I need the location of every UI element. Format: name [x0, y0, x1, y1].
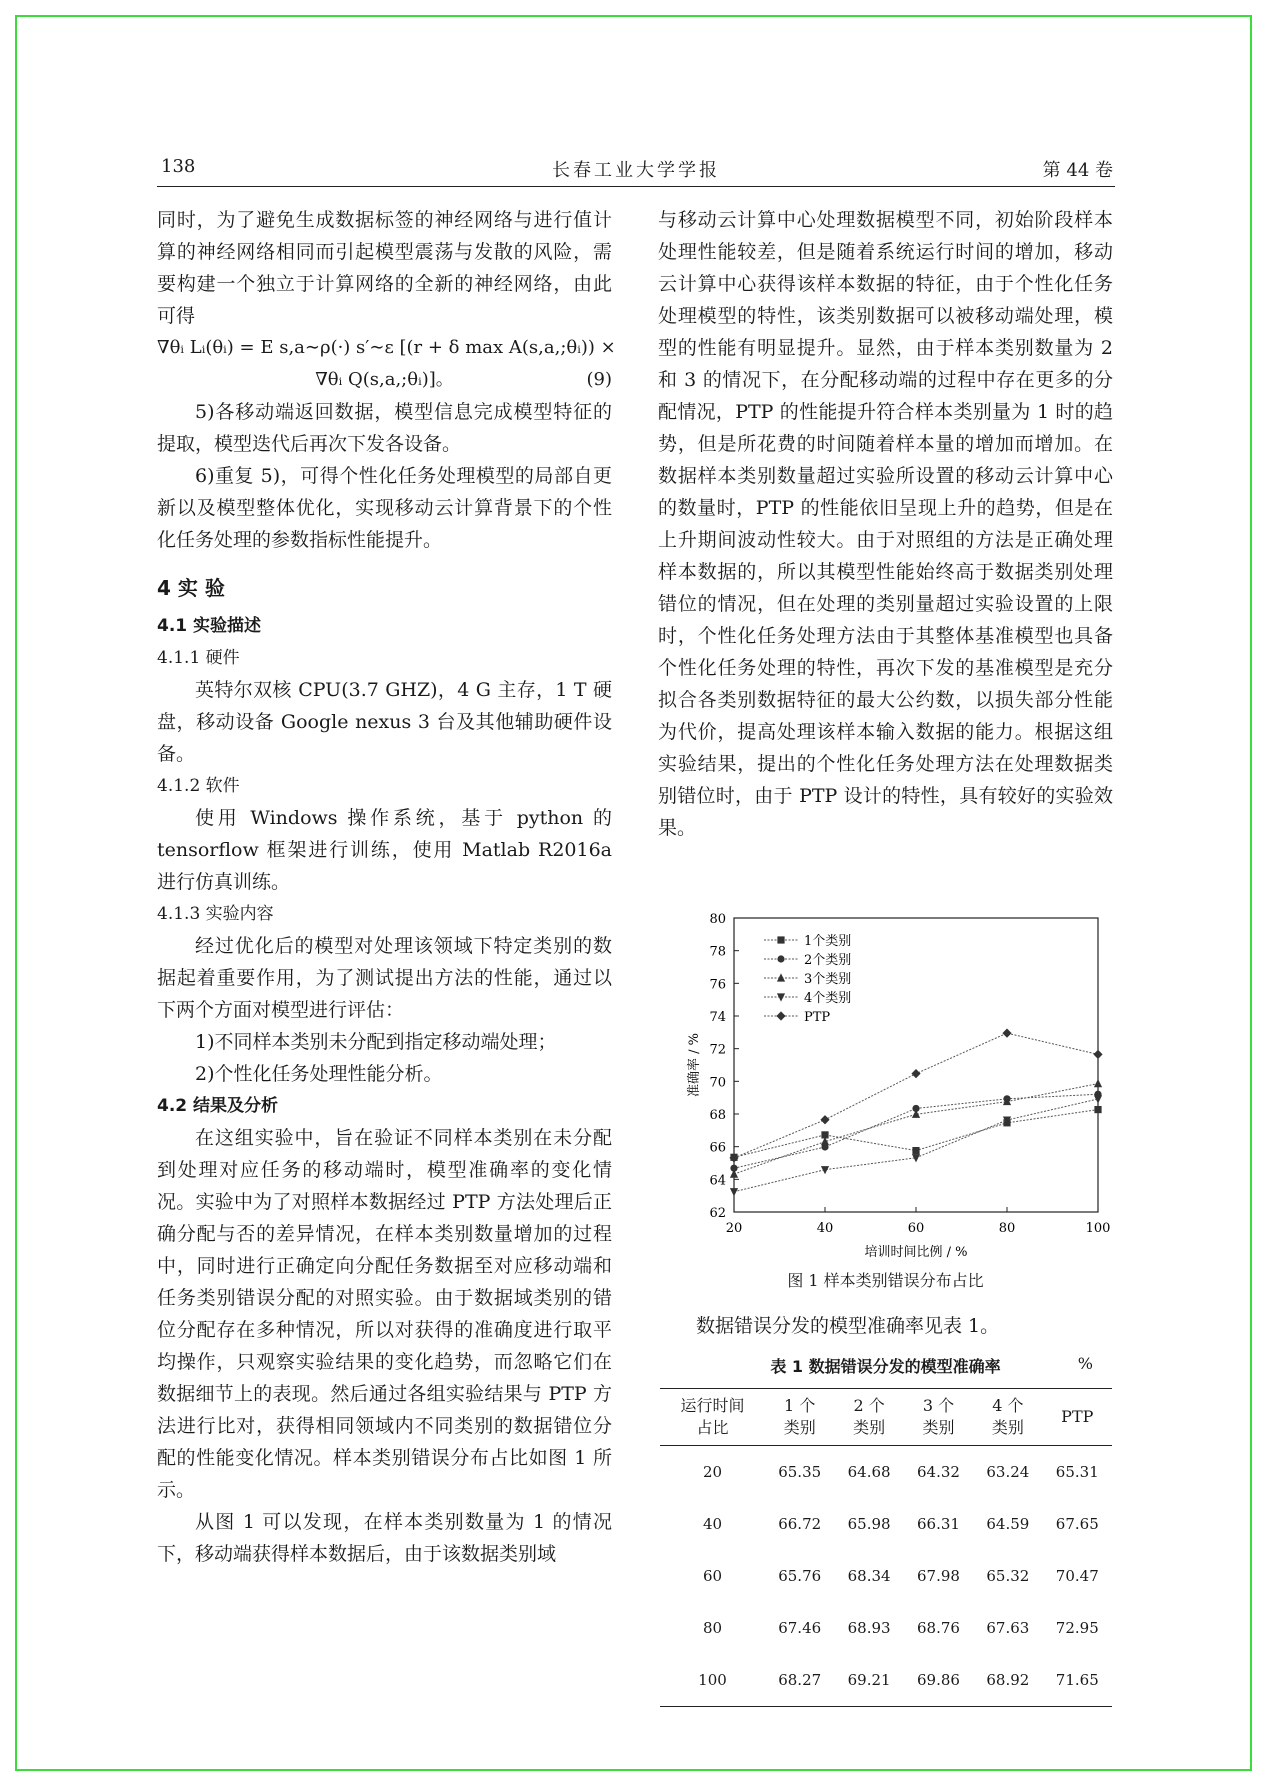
y-tick-label: 80: [709, 912, 726, 927]
legend-marker: [776, 1011, 785, 1020]
table-cell: 68.93: [847, 1619, 891, 1637]
table-cell: 60: [702, 1567, 723, 1585]
paragraph: 英特尔双核 CPU(3.7 GHZ)，4 G 主存，1 T 硬盘，移动设备 Google nexus 3 台及其他辅助硬件设备。: [157, 679, 612, 765]
data-point: [1094, 1079, 1102, 1087]
paragraph: 经过优化后的模型对处理该领域下特定类别的数据起着重要作用，为了测试提出方法的性能，通过以下两个方面对模型进行评估：: [157, 935, 612, 1021]
right-column: [658, 204, 1113, 844]
table-cell: 64.32: [917, 1463, 960, 1481]
table-cell: 68.76: [917, 1619, 960, 1637]
legend-label: 1个类别: [804, 934, 852, 949]
data-point: [911, 1069, 920, 1078]
section-heading: 4 实 验: [157, 576, 225, 600]
data-point: [730, 1188, 738, 1196]
y-tick-label: 70: [709, 1075, 726, 1091]
y-tick-label: 62: [709, 1206, 726, 1221]
y-tick-label: 72: [709, 1042, 726, 1058]
table-header-cell: 4 个 类别: [973, 1389, 1042, 1446]
table-1: [660, 1388, 1112, 1707]
table-cell: 65.98: [847, 1515, 891, 1533]
legend-marker: [777, 955, 784, 962]
subsection-heading: 4.1 实验描述: [157, 616, 262, 636]
data-point: [1094, 1106, 1101, 1113]
data-point: [1094, 1095, 1102, 1103]
y-tick-label: 74: [709, 1010, 726, 1025]
x-axis-label: 培训时间比例 / %: [864, 1245, 968, 1260]
subsubsection-heading: 4.1.3 实验内容: [157, 904, 274, 924]
y-tick-label: 68: [709, 1108, 726, 1123]
table-cell: 65.31: [1055, 1463, 1099, 1481]
x-tick-label: 20: [725, 1221, 743, 1236]
equation-9-line2: ∇θᵢ Q(s,a,;θᵢ)]。 (9): [157, 364, 612, 396]
table-caption: 表 1 数据错误分发的模型准确率: [770, 1357, 1001, 1376]
table-cell: 100: [660, 1654, 765, 1707]
volume-label: 第 44 卷: [1042, 160, 1113, 181]
subsubsection-heading: 4.1.2 软件: [157, 776, 240, 796]
data-point: [912, 1110, 920, 1118]
table-cell: 68.92: [973, 1654, 1042, 1707]
paragraph: 与移动云计算中心处理数据模型不同，初始阶段样本处理性能较差，但是随着系统运行时间的增加，移动云计算中心获得该样本数据的特征，由于个性化任务处理模型的特性，该类别数据可以被移动端处理，模型的性能有明显提升。显然，由于样本类别数量为 2 和 3 的情况下，在分配移动端的过程中存在更多的分配情况，PTP 的性能提升符合样本类别量为 1 时的趋势，但是所花费的时间随着样本量的增加而增加。在数据样本类别数量超过实验所设置的移动云计算中心的数量时，PTP 的性能依旧呈现上升的趋势，但是在上升期间波动性较大。由于对照组的方法是正确处理样本数据的，所以其模型性能始终高于数据类别处理错位的情况，但在处理的类别量超过实验设置的上限时，个性化任务处理方法由于其整体基准模型也具备个性化任务处理的特性，再次下发的基准模型是充分拟合各类别数据特征的最大公约数，以损失部分性能为代价，提高处理该样本输入数据的能力。根据这组实验结果，提出的个性化任务处理方法在处理数据类别错位时，由于 PTP 设计的特性，具有较好的实验效果。: [658, 209, 1113, 839]
equation-number: (9): [586, 369, 612, 390]
table-cell: 66.31: [917, 1515, 960, 1533]
subsubsection-heading: 4.1.1 硬件: [157, 648, 240, 668]
data-point: [1002, 1029, 1011, 1038]
y-tick-label: 66: [709, 1140, 726, 1156]
legend-marker: [777, 936, 784, 943]
table-row: [660, 1446, 1112, 1499]
data-point: [912, 1147, 919, 1154]
y-axis-label: 准确率 / %: [687, 1033, 702, 1097]
y-tick-label: 64: [709, 1173, 726, 1189]
table-cell: 68.27: [765, 1654, 834, 1707]
table-cell: 65.32: [986, 1567, 1030, 1585]
x-tick-label: 80: [998, 1221, 1016, 1236]
table-caption-row: [658, 1354, 1113, 1377]
data-point: [1093, 1050, 1102, 1059]
legend-label: 3个类别: [804, 972, 852, 987]
series-line-5: [734, 1033, 1098, 1158]
table-cell: 65.35: [778, 1463, 822, 1481]
table-cell: 63.24: [986, 1463, 1030, 1481]
table-header-cell: PTP: [1043, 1389, 1112, 1446]
y-tick-label: 78: [709, 944, 726, 960]
running-header: [157, 152, 1115, 187]
table-cell: 67.46: [778, 1619, 822, 1637]
page-number: 138: [161, 156, 196, 177]
table-cell: 69.21: [834, 1654, 903, 1707]
x-tick-label: 100: [1085, 1221, 1111, 1236]
equation-9-line1: ∇θᵢ Lᵢ(θᵢ) = E s,a∼ρ(·) s′∼ε [(r + δ max A(s,a,;θᵢ)) ×: [157, 337, 616, 358]
data-point: [820, 1115, 829, 1124]
table-header-cell: 3 个 类别: [904, 1389, 973, 1446]
figure-caption: 图 1 样本类别错误分布占比: [787, 1271, 984, 1290]
table-cell: 69.86: [904, 1654, 973, 1707]
table-cell: 72.95: [1055, 1619, 1099, 1637]
line-chart: [658, 908, 1113, 1268]
table-cell: 67.65: [1055, 1515, 1099, 1533]
table-row: [660, 1498, 1112, 1550]
table-cell: 67.63: [986, 1619, 1030, 1637]
paragraph: 从图 1 可以发现，在样本类别数量为 1 的情况下，移动端获得样本数据后，由于该数据类别域: [157, 1511, 612, 1565]
table-cell: 40: [702, 1515, 723, 1533]
y-tick-label: 76: [709, 977, 726, 993]
paragraph: 使用 Windows 操作系统，基于 python 的 tensorflow 框架进行训练，使用 Matlab R2016a 进行仿真训练。: [157, 807, 612, 893]
x-tick-label: 40: [816, 1221, 834, 1236]
paragraph: 同时，为了避免生成数据标签的神经网络与进行值计算的神经网络相同而引起模型震荡与发散的风险，需要构建一个独立于计算网络的全新的神经网络，由此可得: [157, 209, 612, 327]
paragraph: 5)各移动端返回数据，模型信息完成模型特征的提取，模型迭代后再次下发各设备。: [157, 401, 612, 455]
table-cell: 65.76: [778, 1567, 822, 1585]
table-header-cell: 运行时间 占比: [660, 1389, 765, 1446]
data-point: [730, 1170, 738, 1178]
figure-1-chart: [658, 908, 1113, 1318]
x-tick-label: 60: [907, 1221, 925, 1236]
list-item: 1)不同样本类别未分配到指定移动端处理；: [195, 1031, 557, 1053]
table-unit: %: [1077, 1354, 1093, 1373]
table-cell: 20: [702, 1463, 723, 1481]
table-row: [660, 1550, 1112, 1602]
paragraph: 6)重复 5)，可得个性化任务处理模型的局部自更新以及模型整体优化，实现移动云计算背景下的个性化任务处理的参数指标性能提升。: [157, 465, 612, 551]
table-cell: 66.72: [778, 1515, 822, 1533]
table-header-cell: 1 个 类别: [765, 1389, 834, 1446]
paragraph: 数据错误分发的模型准确率见表 1。: [696, 1315, 1000, 1337]
table-cell: 70.47: [1055, 1567, 1099, 1585]
table-cell: 80: [702, 1619, 723, 1637]
legend-label: 4个类别: [804, 991, 852, 1006]
legend-label: PTP: [804, 1010, 831, 1025]
subsection-heading: 4.2 结果及分析: [157, 1096, 279, 1116]
data-point: [821, 1166, 829, 1174]
table-row: [660, 1602, 1112, 1654]
table-cell: 67.98: [917, 1567, 960, 1585]
table-cell: 68.34: [847, 1567, 891, 1585]
plot-frame: [734, 918, 1098, 1212]
table-cell: 64.68: [847, 1463, 891, 1481]
table-row: [660, 1654, 1112, 1707]
table-cell: 71.65: [1043, 1654, 1112, 1707]
list-item: 2)个性化任务处理性能分析。: [195, 1063, 443, 1085]
journal-title: 长春工业大学学报: [552, 160, 720, 181]
paragraph: 在这组实验中，旨在验证不同样本类别在未分配到处理对应任务的移动端时，模型准确率的变化情况。实验中为了对照样本数据经过 PTP 方法处理后正确分配与否的差异情况，在样本类别数量增加的过程中，同时进行正确定向分配任务数据至对应移动端和任务类别错误分配的对照实验。由于数据域类别的错位分配存在多种情况，所以对获得的准确度进行取平均操作，只观察实验结果的变化趋势，而忽略它们在数据细节上的表现。然后通过各组实验结果与 PTP 方法进行比对，获得相同领域内不同类别的数据错位分配的性能变化情况。样本类别错误分布占比如图 1 所示。: [157, 1127, 612, 1501]
table-header-cell: 2 个 类别: [834, 1389, 903, 1446]
table-cell: 64.59: [986, 1515, 1030, 1533]
left-column: [157, 204, 616, 1570]
legend-label: 2个类别: [804, 953, 852, 968]
